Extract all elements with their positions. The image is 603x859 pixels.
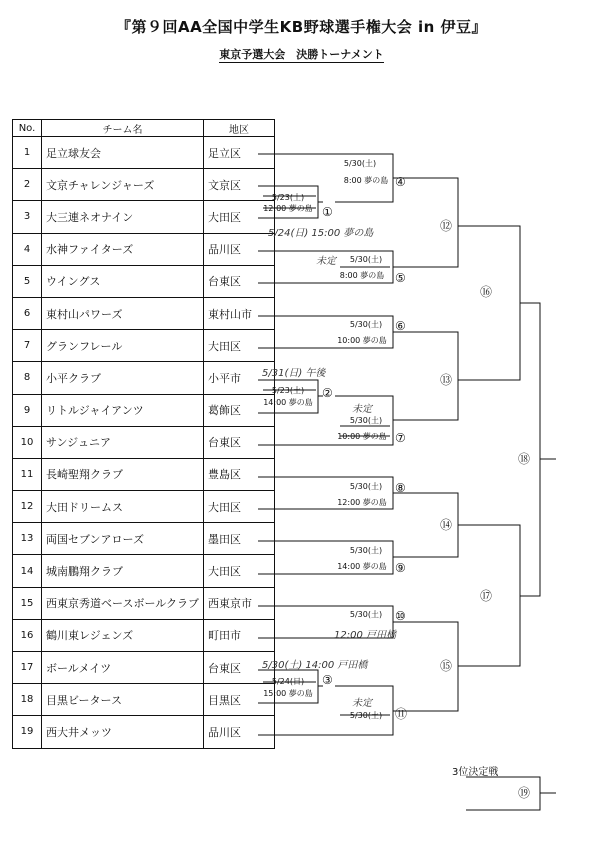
team-name: 西東京秀道ベースボールクラブ <box>42 587 204 619</box>
game9-time: 14:00 夢の島 <box>337 562 387 571</box>
team-number: 7 <box>13 330 42 362</box>
team-area: 台東区 <box>204 426 275 458</box>
game6-time: 10:00 夢の島 <box>337 336 387 345</box>
team-number: 8 <box>13 362 42 394</box>
team-name: 小平クラブ <box>42 362 204 394</box>
team-area: 豊島区 <box>204 458 275 490</box>
game2-date: 5/23(土) <box>271 386 305 395</box>
team-area: 目黒区 <box>204 684 275 716</box>
team-area: 台東区 <box>204 652 275 684</box>
team-name: 目黒ビータース <box>42 684 204 716</box>
team-area: 足立区 <box>204 137 275 169</box>
team-area: 葛飾区 <box>204 394 275 426</box>
team-number: 5 <box>13 265 42 297</box>
game9-date: 5/30(土) <box>349 546 383 555</box>
game7-number: ⑦ <box>395 431 406 445</box>
game10-number: ⑩ <box>395 609 406 623</box>
handwritten-note-game5: 未定 <box>316 256 336 267</box>
game2-time: 14:00 夢の島 <box>263 398 313 407</box>
team-name: リトルジャイアンツ <box>42 394 204 426</box>
game4-number: ④ <box>395 175 406 189</box>
team-area: 台東区 <box>204 265 275 297</box>
team-name: 西大井メッツ <box>42 716 204 748</box>
game17-number: ⑰ <box>480 589 493 603</box>
team-number: 2 <box>13 169 42 201</box>
team-name: 大田ドリームス <box>42 491 204 523</box>
game8-date: 5/30(土) <box>349 482 383 491</box>
game1-date: 5/23(土) <box>271 193 305 202</box>
team-number: 11 <box>13 458 42 490</box>
game8-time: 12:00 夢の島 <box>337 498 387 507</box>
game9-number: ⑨ <box>395 561 406 575</box>
game4-time: 8:00 夢の島 <box>343 176 389 185</box>
game11-number: ⑪ <box>395 707 408 721</box>
team-name: ボールメイツ <box>42 652 204 684</box>
game5-time: 8:00 夢の島 <box>339 271 385 280</box>
team-name: 水神ファイターズ <box>42 233 204 265</box>
team-number: 14 <box>13 555 42 587</box>
team-area: 文京区 <box>204 169 275 201</box>
team-number: 3 <box>13 201 42 233</box>
team-name: サンジュニア <box>42 426 204 458</box>
team-name: 文京チャレンジャーズ <box>42 169 204 201</box>
team-name: 鶴川東レジェンズ <box>42 619 204 651</box>
team-number: 10 <box>13 426 42 458</box>
team-area: 品川区 <box>204 716 275 748</box>
game7-date: 5/30(土) <box>349 416 383 425</box>
game16-number: ⑯ <box>480 285 493 299</box>
team-name: グランフレール <box>42 330 204 362</box>
third-place-label: 3位決定戦 <box>452 767 499 778</box>
handwritten-note-game1: 5/24(日) 15:00 夢の島 <box>268 228 374 239</box>
team-number: 4 <box>13 233 42 265</box>
team-number: 9 <box>13 394 42 426</box>
game5-number: ⑤ <box>395 271 406 285</box>
team-number: 17 <box>13 652 42 684</box>
game2-number: ② <box>322 386 333 400</box>
game11-date: 5/30(土) <box>349 711 383 720</box>
handwritten-note-game2: 5/31(日) 午後 <box>262 368 326 379</box>
col-header-team: チーム名 <box>42 120 204 137</box>
team-name: 大三連ネオナイン <box>42 201 204 233</box>
team-area: 大田区 <box>204 330 275 362</box>
team-name: 足立球友会 <box>42 137 204 169</box>
handwritten-note-game10: 12:00 戸田橋 <box>334 630 396 641</box>
team-number: 16 <box>13 619 42 651</box>
game15-number: ⑮ <box>440 659 453 673</box>
page-title: 『第９回AA全国中学生KB野球選手権大会 in 伊豆』 <box>115 18 488 36</box>
team-name: 城南鵬翔クラブ <box>42 555 204 587</box>
game10-date: 5/30(土) <box>349 610 383 619</box>
game3-date: 5/24(日) <box>271 677 305 686</box>
col-header-area: 地区 <box>204 120 275 137</box>
team-name: 東村山パワーズ <box>42 297 204 329</box>
team-area: 品川区 <box>204 233 275 265</box>
game8-number: ⑧ <box>395 481 406 495</box>
team-number: 18 <box>13 684 42 716</box>
game3-number: ③ <box>322 673 333 687</box>
team-number: 13 <box>13 523 42 555</box>
game5-date: 5/30(土) <box>349 255 383 264</box>
team-number: 1 <box>13 137 42 169</box>
game4-date: 5/30(土) <box>343 159 377 168</box>
team-area: 墨田区 <box>204 523 275 555</box>
game18-number: ⑱ <box>518 452 531 466</box>
team-area: 東村山市 <box>204 297 275 329</box>
team-name: ウイングス <box>42 265 204 297</box>
game1-time: 12:00 夢の島 <box>263 204 313 213</box>
game3-time: 15:00 夢の島 <box>263 689 313 698</box>
team-name: 長崎聖翔クラブ <box>42 458 204 490</box>
game12-number: ⑫ <box>440 219 453 233</box>
handwritten-note-game7: 未定 <box>352 404 372 415</box>
team-area: 西東京市 <box>204 587 275 619</box>
col-header-no: No. <box>13 120 42 137</box>
team-number: 15 <box>13 587 42 619</box>
game1-number: ① <box>322 205 333 219</box>
handwritten-note-game3: 5/30(土) 14:00 戸田橋 <box>262 660 368 671</box>
subtitle-text: 東京予選大会 決勝トーナメント <box>219 48 384 61</box>
team-area: 町田市 <box>204 619 275 651</box>
team-number: 6 <box>13 297 42 329</box>
game13-number: ⑬ <box>440 373 453 387</box>
game14-number: ⑭ <box>440 518 453 532</box>
game19-number: ⑲ <box>518 786 531 800</box>
game7-time: 10:00 夢の島 <box>337 432 387 441</box>
team-number: 12 <box>13 491 42 523</box>
team-area: 大田区 <box>204 491 275 523</box>
team-area: 大田区 <box>204 555 275 587</box>
team-name: 両国セブンアローズ <box>42 523 204 555</box>
team-area: 大田区 <box>204 201 275 233</box>
game6-number: ⑥ <box>395 319 406 333</box>
team-number: 19 <box>13 716 42 748</box>
handwritten-note-game11: 未定 <box>352 698 372 709</box>
game6-date: 5/30(土) <box>349 320 383 329</box>
team-area: 小平市 <box>204 362 275 394</box>
